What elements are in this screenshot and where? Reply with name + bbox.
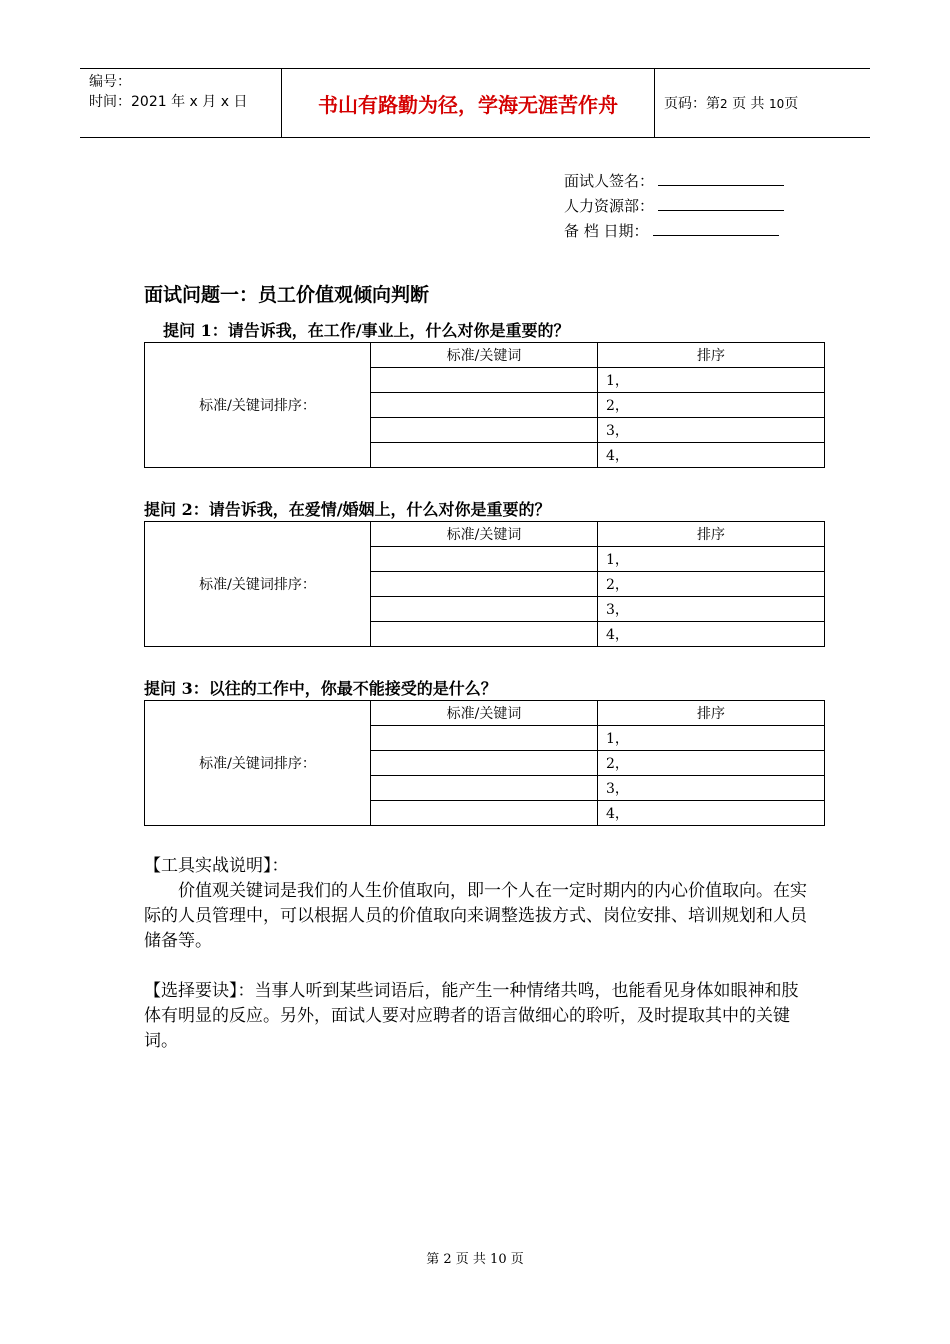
sig-archive-line[interactable] <box>653 221 779 236</box>
page-footer: 第 2 页 共 10 页 <box>426 1252 524 1267</box>
question-1-table <box>144 342 825 468</box>
row-label: 标准/关键词排序： <box>145 701 371 826</box>
rank-cell[interactable]: 3， <box>598 418 825 443</box>
question-2-table <box>144 521 825 647</box>
header-page-cell <box>664 69 870 137</box>
sig-interviewer: 面试人签名： <box>564 170 784 191</box>
col-rank-header: 排序 <box>598 522 825 547</box>
motto: 书山有路勤为径，学海无涯苦作舟 <box>318 92 618 117</box>
question-3: 提问 3：以往的工作中，你最不能接受的是什么？ <box>144 679 497 698</box>
rank-cell[interactable]: 2， <box>598 393 825 418</box>
keyword-cell[interactable] <box>371 547 598 572</box>
sig-hr-line[interactable] <box>658 196 784 211</box>
rank-cell[interactable]: 1， <box>598 368 825 393</box>
col-keyword-header: 标准/关键词 <box>371 343 598 368</box>
keyword-cell[interactable] <box>371 776 598 801</box>
question-1: 提问 1：请告诉我，在工作/事业上，什么对你是重要的？ <box>163 321 570 340</box>
keyword-cell[interactable] <box>371 622 598 647</box>
rank-cell[interactable]: 4， <box>598 801 825 826</box>
page-indicator: 页码：第2 页 共 10页 <box>664 96 799 112</box>
keyword-cell[interactable] <box>371 393 598 418</box>
keyword-cell[interactable] <box>371 368 598 393</box>
col-rank-header: 排序 <box>598 701 825 726</box>
tool-note-body: 价值观关键词是我们的人生价值取向，即一个人在一定时期内的内心价值取向。在实际的人员管理中，可以根据人员的价值取向来调整选拔方式、岗位安排、培训规划和人员储备等。 <box>144 881 807 951</box>
question-3-table <box>144 700 825 826</box>
keyword-cell[interactable] <box>371 418 598 443</box>
sig-interviewer-line[interactable] <box>658 171 784 186</box>
sig-archive: 备 档 日期： <box>564 220 779 241</box>
rank-cell[interactable]: 3， <box>598 776 825 801</box>
header-motto-cell <box>282 69 655 137</box>
code-label: 编号： <box>89 74 131 90</box>
keyword-cell[interactable] <box>371 801 598 826</box>
sig-hr: 人力资源部： <box>564 195 784 216</box>
rank-cell[interactable]: 3， <box>598 597 825 622</box>
col-keyword-header: 标准/关键词 <box>371 701 598 726</box>
rank-cell[interactable]: 2， <box>598 751 825 776</box>
section-title: 面试问题一：员工价值观倾向判断 <box>144 284 430 306</box>
page-header <box>80 68 870 138</box>
keyword-cell[interactable] <box>371 443 598 468</box>
keyword-cell[interactable] <box>371 726 598 751</box>
rank-cell[interactable]: 4， <box>598 622 825 647</box>
tool-note-heading: 【工具实战说明】： <box>144 856 289 876</box>
keyword-cell[interactable] <box>371 597 598 622</box>
keyword-cell[interactable] <box>371 751 598 776</box>
time-label: 时间：2021 年 x 月 x 日 <box>89 94 248 110</box>
keyword-cell[interactable] <box>371 572 598 597</box>
col-rank-header: 排序 <box>598 343 825 368</box>
rank-cell[interactable]: 2， <box>598 572 825 597</box>
row-label: 标准/关键词排序： <box>145 343 371 468</box>
selection-tips: 【选择要诀】：当事人听到某些词语后，能产生一种情绪共鸣，也能看见身体如眼神和肢体有明显的反应。另外，面试人要对应聘者的语言做细心的聆听，及时提取其中的关键词。 <box>144 981 799 1051</box>
rank-cell[interactable]: 1， <box>598 547 825 572</box>
rank-cell[interactable]: 4， <box>598 443 825 468</box>
rank-cell[interactable]: 1， <box>598 726 825 751</box>
row-label: 标准/关键词排序： <box>145 522 371 647</box>
header-meta <box>80 69 282 137</box>
col-keyword-header: 标准/关键词 <box>371 522 598 547</box>
question-2: 提问 2：请告诉我，在爱情/婚姻上，什么对你是重要的？ <box>144 500 551 519</box>
